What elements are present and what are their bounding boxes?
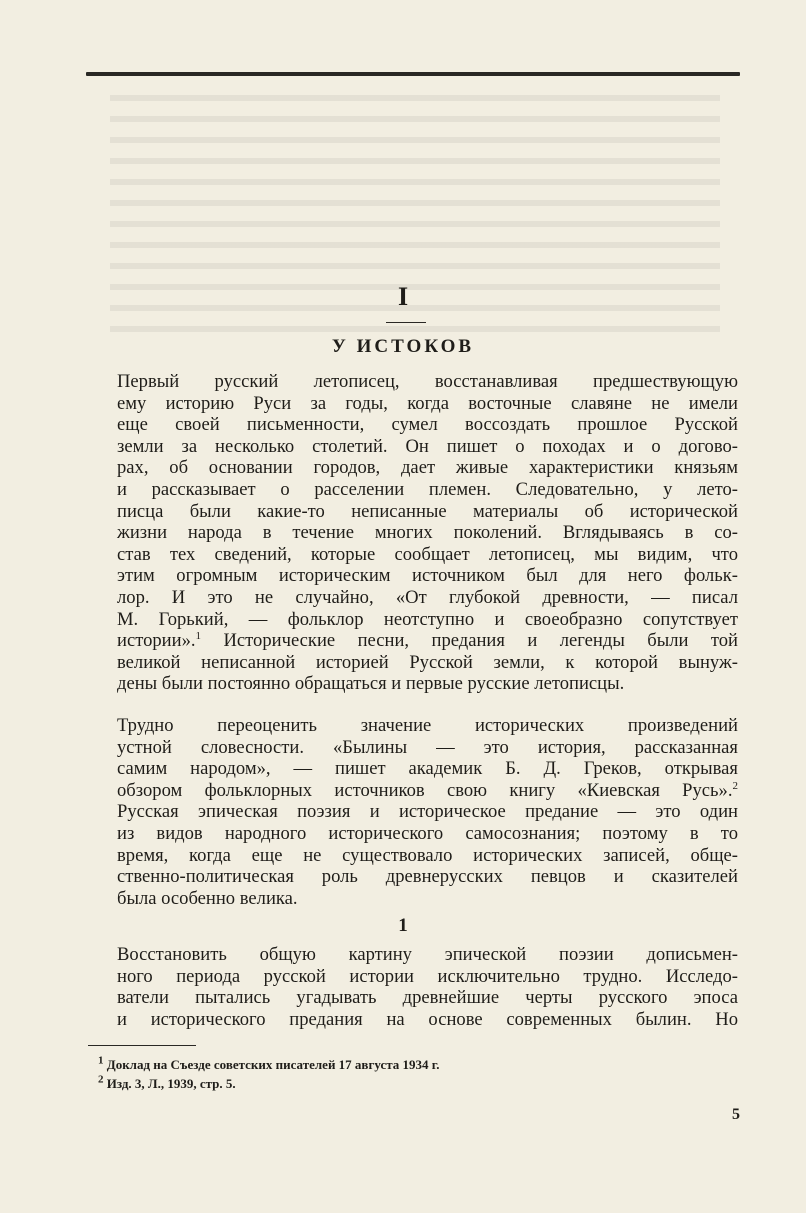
footnote-2 — [98, 1074, 698, 1093]
text-line: писца были какие-то неписанные материалы об исторической — [117, 500, 738, 522]
section-number: 1 — [398, 915, 408, 936]
text-line: и исторического предания на основе современных былин. Но — [117, 1008, 738, 1030]
page-number: 5 — [732, 1106, 740, 1123]
paragraph-3 — [88, 944, 738, 1030]
footnote-text: Доклад на Съезде советских писателей 17 августа 1934 г. — [106, 1057, 440, 1072]
text-line: ственно-политическая роль древнерусских певцов и сказителей — [117, 866, 738, 888]
text-line: Русская эпическая поэзия и историческое предание — это один — [117, 801, 738, 823]
text-line: жизни народа в течение многих поколений. Вглядываясь в со- — [117, 522, 738, 544]
text-line: ему историю Руси за годы, когда восточные славяне не имели — [117, 392, 738, 414]
text-line: Первый русский летописец, восстанавливая предшествующую — [117, 371, 738, 392]
text-line: став тех сведений, которые сообщает летописец, мы видим, что — [117, 543, 738, 565]
header-rule — [86, 72, 740, 76]
footnote-divider — [88, 1045, 196, 1046]
chapter-title: У ИСТОКОВ — [331, 336, 475, 357]
text-fragment: Исторические песни, предания и легенды были той — [223, 630, 738, 652]
text-line: самим народом», — пишет академик Б. Д. Греков, открывая — [117, 758, 738, 780]
footnote-1 — [98, 1055, 698, 1074]
text-line: и рассказывает о расселении племен. Следовательно, у лето- — [117, 478, 738, 500]
text-line: земли за несколько столетий. Он пишет о походах и о догово- — [117, 435, 738, 457]
footnote-mark: 1 — [98, 1054, 104, 1067]
footnote-marker: 1 — [195, 629, 202, 642]
paragraph-2 — [88, 715, 738, 909]
text-line: устной словесности. «Былины — это история, рассказанная — [117, 736, 738, 758]
text-line: из видов народного исторического самосознания; поэтому в то — [117, 822, 738, 844]
footnote-marker: 2 — [732, 779, 738, 792]
text-line: этим огромным историческим источником был для него фольк- — [117, 565, 738, 587]
text-line: ватели пытались угадывать древнейшие черты русского эпоса — [117, 987, 738, 1009]
text-line — [88, 630, 738, 652]
footnote-mark: 2 — [98, 1073, 104, 1086]
text-line: великой неписанной историей Русской земли, к которой вынуж- — [117, 651, 738, 673]
text-line — [88, 780, 738, 802]
text-fragment: истории». — [117, 630, 196, 652]
footnotes — [98, 1055, 698, 1093]
text-line: Трудно переоценить значение исторических произведений — [117, 715, 738, 736]
text-line: Восстановить общую картину эпической поэзии дописьмен- — [117, 944, 738, 965]
footnote-text: Изд. 3, Л., 1939, стр. 5. — [106, 1076, 236, 1091]
paragraph-1 — [88, 371, 738, 695]
text-line: М. Горький, — фольклор неотступно и своеобразно сопутствует — [117, 608, 738, 630]
chapter-number: I — [397, 282, 409, 311]
text-line: ного периода русской истории исключительно трудно. Исследо- — [117, 965, 738, 987]
text-line: дены были постоянно обращаться и первые русские летописцы. — [117, 673, 625, 695]
chapter-divider — [386, 322, 426, 323]
text-fragment: обзором фольклорных источников свою книгу «Киевская Русь». — [117, 779, 733, 801]
text-line: еще своей письменности, сумел воссоздать прошлое Русской — [117, 414, 738, 436]
text-line: была особенно велика. — [117, 887, 298, 909]
text-line: рах, об основании городов, дает живые характеристики князьям — [117, 457, 738, 479]
text-line: время, когда еще не существовало исторических записей, обще- — [117, 844, 738, 866]
text-line: лор. И это не случайно, «От глубокой древности, — писал — [117, 586, 738, 608]
